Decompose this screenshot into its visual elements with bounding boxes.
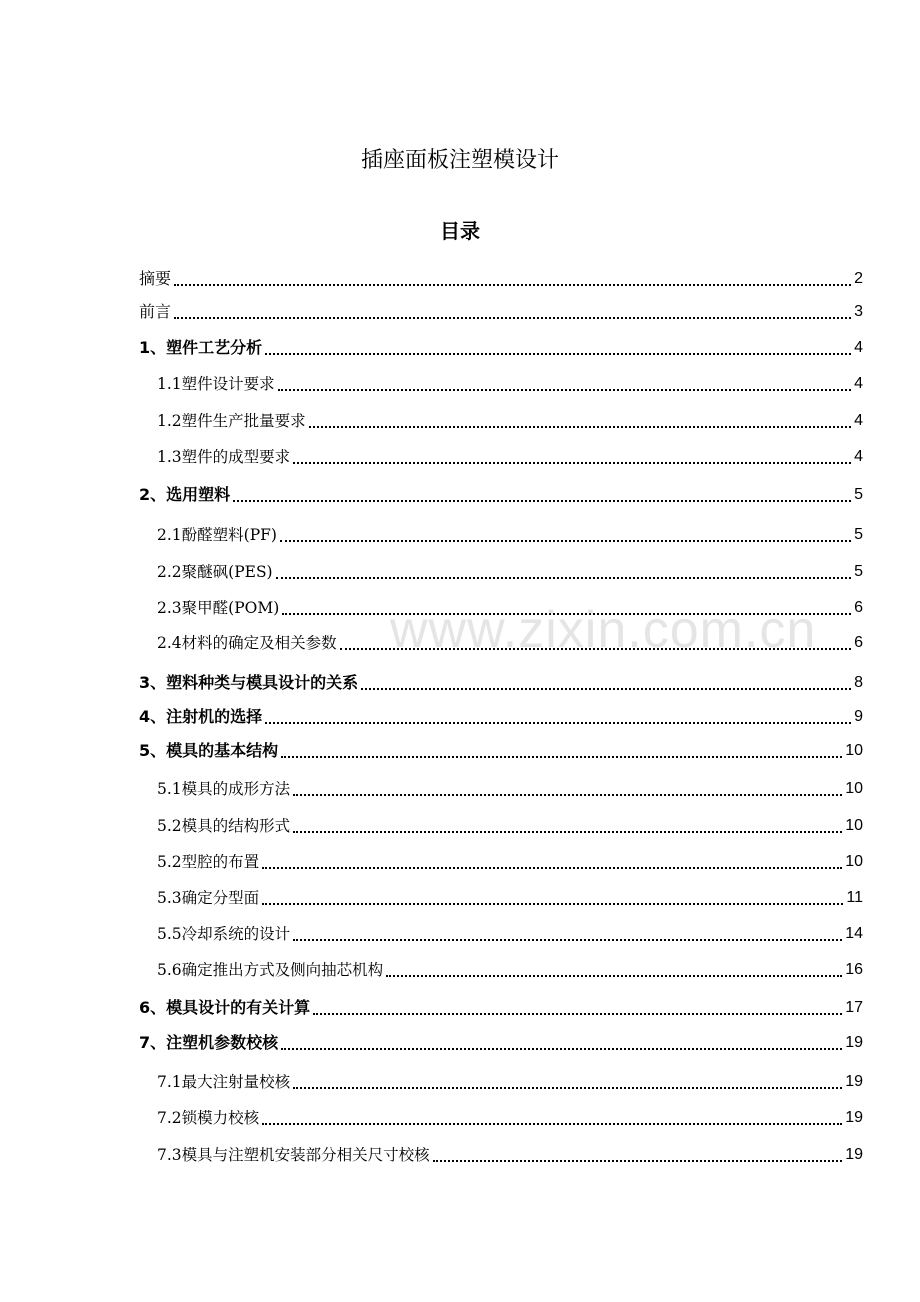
toc-entry[interactable] bbox=[157, 958, 863, 982]
toc-entry-page-number: 5 bbox=[854, 526, 863, 543]
toc-entry[interactable] bbox=[157, 560, 863, 584]
toc-entry-label: 6、模具设计的有关计算 bbox=[139, 998, 311, 1017]
toc-entry[interactable] bbox=[139, 1031, 863, 1055]
toc-dot-leader bbox=[262, 850, 842, 874]
toc-entry[interactable] bbox=[157, 1106, 863, 1130]
toc-dot-leader bbox=[265, 705, 851, 729]
toc-dot-leader bbox=[262, 1106, 842, 1130]
toc-entry-page-number: 19 bbox=[845, 1146, 863, 1163]
document-title: 插座面板注塑模设计 bbox=[360, 148, 559, 173]
toc-entry-page-number: 3 bbox=[854, 303, 863, 320]
toc-dot-leader bbox=[280, 523, 851, 547]
toc-dot-leader bbox=[433, 1143, 843, 1167]
toc-entry-label: 5、模具的基本结构 bbox=[139, 741, 279, 760]
toc-entry-page-number: 9 bbox=[854, 708, 863, 725]
toc-dot-leader bbox=[340, 631, 851, 655]
toc-dot-leader bbox=[174, 300, 851, 324]
toc-entry-label: 2.2聚醚砜(PES) bbox=[157, 563, 273, 581]
toc-entry-page-number: 10 bbox=[845, 780, 863, 797]
toc-entry-label: 5.6确定推出方式及侧向抽芯机构 bbox=[157, 961, 384, 979]
toc-dot-leader bbox=[293, 1070, 842, 1094]
toc-entry-label: 7.2锁模力校核 bbox=[157, 1109, 260, 1127]
toc-entry-page-number: 6 bbox=[854, 599, 863, 616]
toc-entry-page-number: 10 bbox=[845, 853, 863, 870]
toc-entry[interactable] bbox=[157, 523, 863, 547]
toc-dot-leader bbox=[309, 409, 851, 433]
toc-entry-page-number: 8 bbox=[854, 674, 863, 691]
toc-dot-leader bbox=[293, 814, 842, 838]
toc-dot-leader bbox=[361, 671, 851, 695]
toc-dot-leader bbox=[282, 596, 851, 620]
toc-entry-page-number: 4 bbox=[854, 412, 863, 429]
toc-entry-label: 7.3模具与注塑机安装部分相关尺寸校核 bbox=[157, 1146, 430, 1164]
toc-entry-label: 2.4材料的确定及相关参数 bbox=[157, 634, 337, 652]
toc-entry[interactable] bbox=[139, 996, 863, 1020]
toc-entry[interactable] bbox=[157, 1070, 863, 1094]
toc-entry-label: 5.2模具的结构形式 bbox=[157, 817, 291, 835]
toc-entry-page-number: 10 bbox=[845, 817, 863, 834]
toc-entry-label: 5.2型腔的布置 bbox=[157, 853, 260, 871]
toc-entry-label: 7、注塑机参数校核 bbox=[139, 1033, 279, 1052]
toc-dot-leader bbox=[293, 777, 842, 801]
toc-entry-page-number: 4 bbox=[854, 375, 863, 392]
toc-entry[interactable] bbox=[139, 483, 863, 507]
toc-dot-leader bbox=[293, 445, 851, 469]
toc-entry-label: 4、注射机的选择 bbox=[139, 707, 263, 726]
toc-entry-label: 1.3塑件的成型要求 bbox=[157, 448, 291, 466]
toc-entry[interactable] bbox=[157, 814, 863, 838]
toc-entry-label: 2、选用塑料 bbox=[139, 485, 231, 504]
toc-entry[interactable] bbox=[157, 922, 863, 946]
toc-dot-leader bbox=[281, 1031, 842, 1055]
toc-dot-leader bbox=[293, 922, 842, 946]
toc-dot-leader bbox=[233, 483, 851, 507]
toc-entry-label: 摘要 bbox=[139, 269, 172, 288]
toc-entry[interactable] bbox=[139, 705, 863, 729]
toc-entry-page-number: 4 bbox=[854, 448, 863, 465]
toc-entry[interactable] bbox=[157, 596, 863, 620]
toc-entry-label: 前言 bbox=[139, 302, 172, 321]
toc-entry-page-number: 6 bbox=[854, 634, 863, 651]
toc-entry-label: 3、塑料种类与模具设计的关系 bbox=[139, 673, 359, 692]
toc-dot-leader bbox=[281, 739, 842, 763]
toc-entry[interactable] bbox=[139, 671, 863, 695]
toc-entry-label: 1.2塑件生产批量要求 bbox=[157, 412, 306, 430]
toc-entry[interactable] bbox=[139, 300, 863, 324]
toc-dot-leader bbox=[262, 886, 843, 910]
toc-entry-label: 5.3确定分型面 bbox=[157, 889, 260, 907]
toc-entry-label: 5.1模具的成形方法 bbox=[157, 780, 291, 798]
toc-entry[interactable] bbox=[157, 850, 863, 874]
toc-entry[interactable] bbox=[157, 1143, 863, 1167]
toc-dot-leader bbox=[276, 560, 851, 584]
toc-entry[interactable] bbox=[139, 267, 863, 291]
toc-entry-page-number: 10 bbox=[845, 742, 863, 759]
toc-dot-leader bbox=[278, 372, 851, 396]
toc-entry-label: 1.1塑件设计要求 bbox=[157, 375, 275, 393]
toc-dot-leader bbox=[174, 267, 851, 291]
toc-entry-page-number: 17 bbox=[845, 999, 863, 1016]
toc-entry-page-number: 19 bbox=[845, 1034, 863, 1051]
toc-entry-page-number: 16 bbox=[845, 961, 863, 978]
toc-heading: 目录 bbox=[440, 219, 480, 243]
toc-entry-label: 2.1酚醛塑料(PF) bbox=[157, 526, 277, 544]
toc-entry-label: 7.1最大注射量校核 bbox=[157, 1073, 291, 1091]
toc-entry-page-number: 5 bbox=[854, 563, 863, 580]
toc-entry-label: 1、塑件工艺分析 bbox=[139, 338, 263, 357]
toc-entry-page-number: 4 bbox=[854, 339, 863, 356]
toc-entry[interactable] bbox=[157, 372, 863, 396]
toc-entry[interactable] bbox=[157, 777, 863, 801]
toc-entry-page-number: 5 bbox=[854, 486, 863, 503]
toc-entry-page-number: 14 bbox=[845, 925, 863, 942]
toc-entry-page-number: 2 bbox=[854, 270, 863, 287]
toc-entry[interactable] bbox=[139, 739, 863, 763]
toc-entry-label: 5.5冷却系统的设计 bbox=[157, 925, 291, 943]
toc-entry-label: 2.3聚甲醛(POM) bbox=[157, 599, 280, 617]
toc-entry-page-number: 19 bbox=[845, 1073, 863, 1090]
toc-entry[interactable] bbox=[157, 409, 863, 433]
toc-entry[interactable] bbox=[157, 631, 863, 655]
toc-entry-page-number: 11 bbox=[846, 889, 863, 906]
toc-entry[interactable] bbox=[157, 886, 863, 910]
watermark: www.zixin.com.cn bbox=[390, 601, 817, 659]
toc-dot-leader bbox=[313, 996, 842, 1020]
toc-entry[interactable] bbox=[157, 445, 863, 469]
toc-entry-page-number: 19 bbox=[845, 1109, 863, 1126]
toc-dot-leader bbox=[265, 336, 851, 360]
toc-entry[interactable] bbox=[139, 336, 863, 360]
toc-dot-leader bbox=[386, 958, 842, 982]
